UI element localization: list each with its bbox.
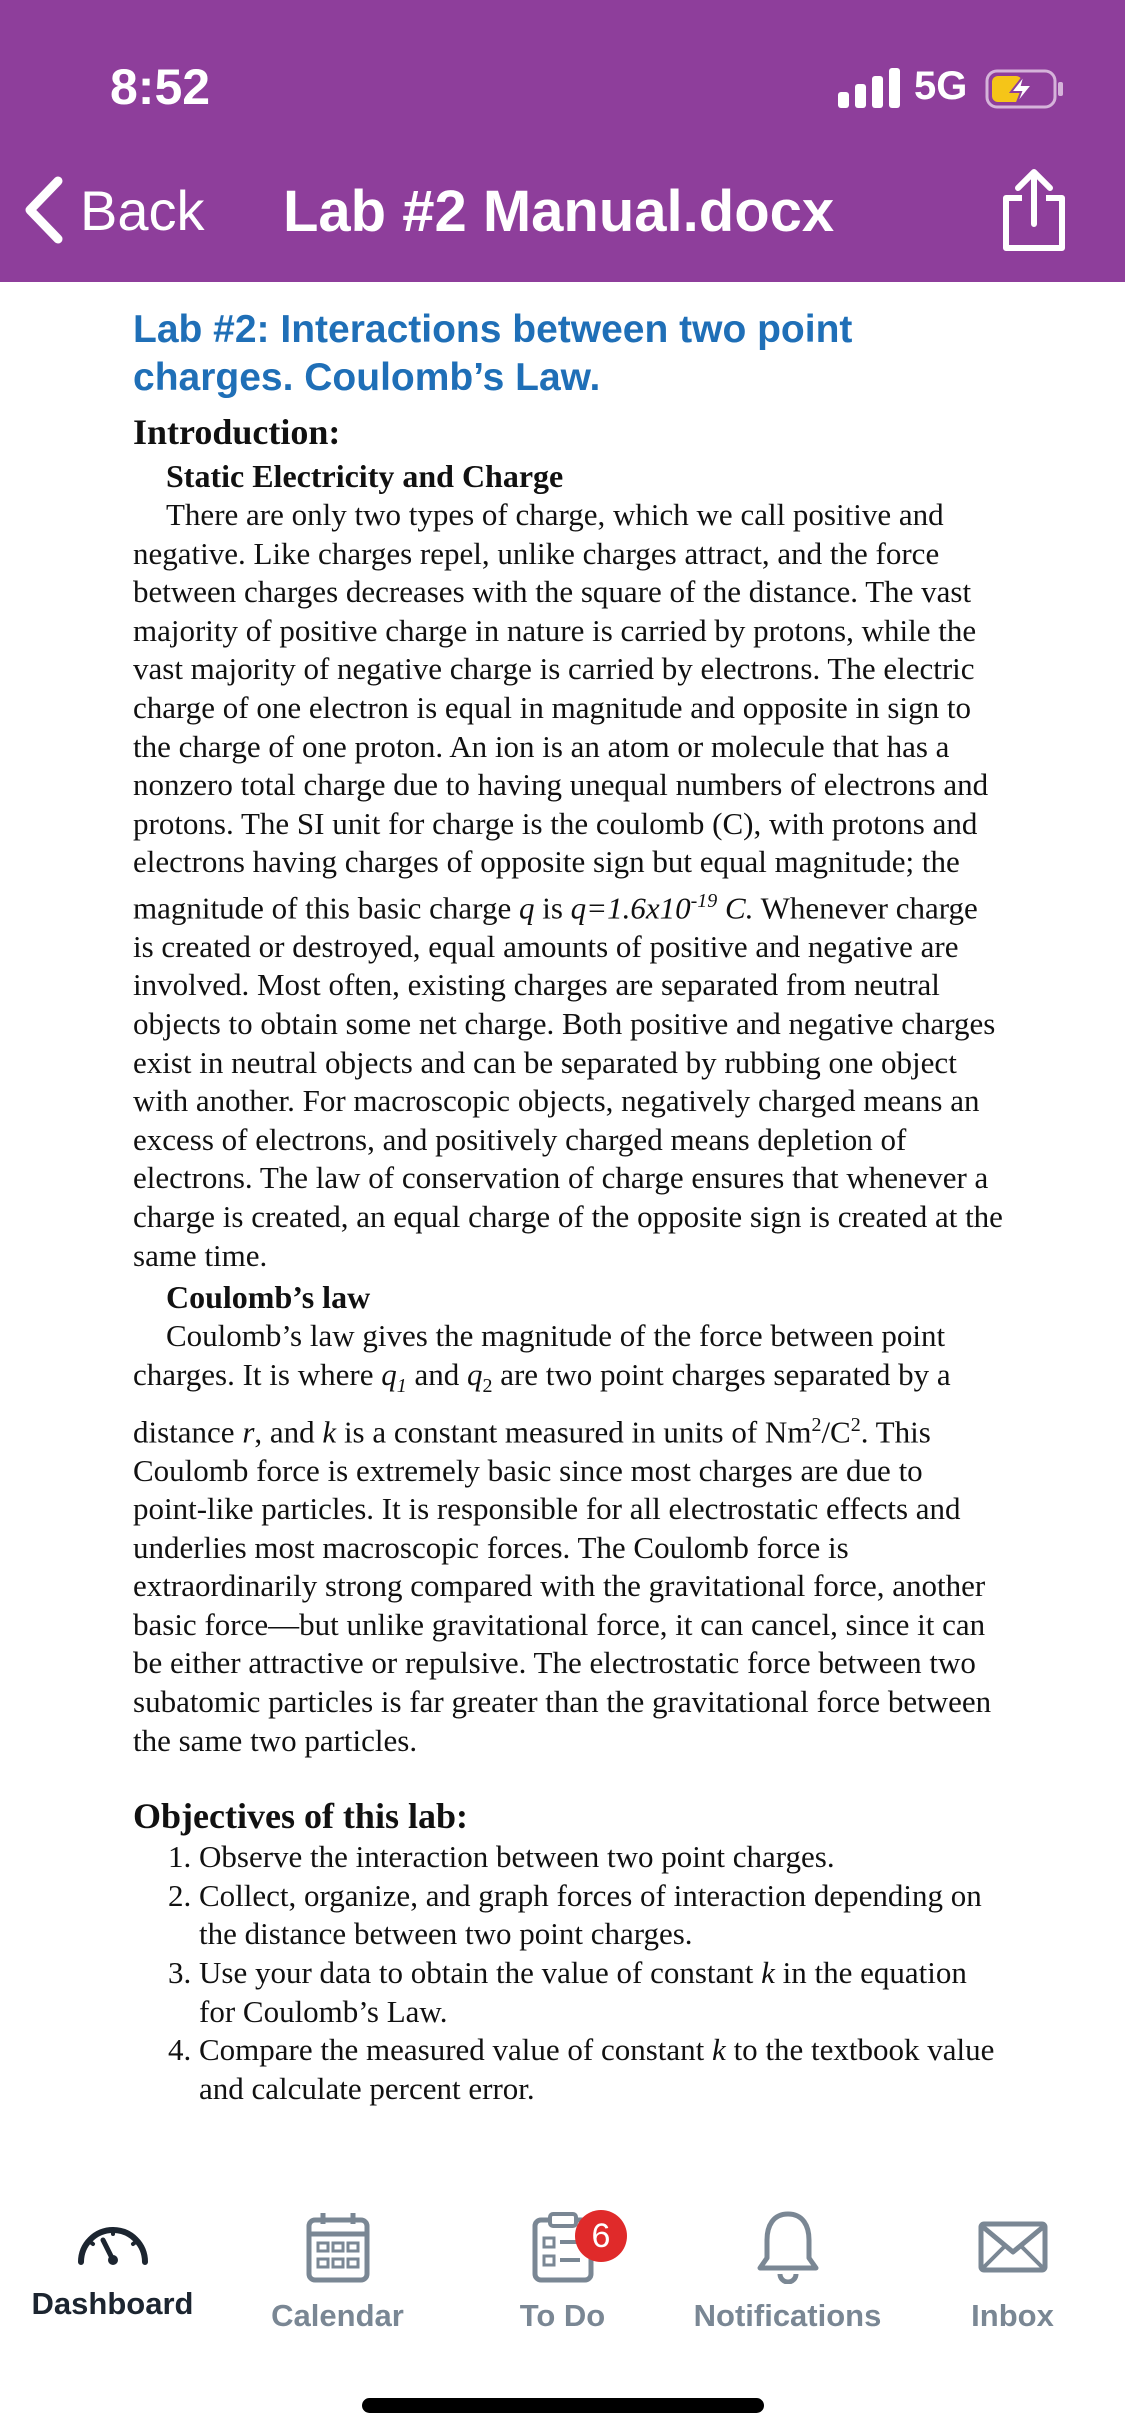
- text-run: is: [534, 890, 571, 926]
- text-run: are two point charges separated by a distance: [133, 1356, 951, 1449]
- coulombs-law-heading: Coulomb’s law: [166, 1279, 371, 1316]
- tab-notifications-label: Notifications: [693, 2298, 882, 2333]
- text-run: 1: [396, 1374, 407, 1397]
- text-run: . This Coulomb force is extremely basic since most charges are due to point-like particles. It is responsible for all electrostatic effects and underlies most macroscopic forces. The Coulomb force is extraordinarily strong compared with the gravitational force, another basic force—but unlike gravitational force, it can cancel, since it can be either attractive or repulsive. The electrostatic force between two subatomic particles is far greater than the gravitational force between the same two particles.: [133, 1413, 992, 1758]
- todo-badge: 6: [575, 2210, 627, 2262]
- document-body: [133, 306, 1003, 2108]
- tab-calendar-label: Calendar: [271, 2298, 404, 2333]
- battery-charging-icon: [985, 68, 1065, 110]
- static-electricity-paragraph: [133, 496, 1003, 1275]
- objectives-list: [133, 1838, 1003, 2108]
- text-run: -19: [690, 889, 718, 912]
- share-icon[interactable]: [996, 168, 1072, 254]
- text-run: and: [406, 1356, 467, 1392]
- lab-title: [133, 306, 1003, 402]
- back-button[interactable]: [22, 170, 205, 250]
- text-run: k: [322, 1413, 337, 1449]
- dashboard-gauge-icon: [73, 2210, 153, 2272]
- lab-title-line2: charges. Coulomb’s Law.: [133, 356, 601, 399]
- bell-icon: [755, 2210, 821, 2284]
- back-chevron-icon: [22, 175, 64, 245]
- tab-inbox-label: Inbox: [971, 2298, 1054, 2333]
- text-run: , and: [254, 1413, 323, 1449]
- lab-title-line1: Lab #2: Interactions between two point: [133, 308, 853, 351]
- text-run: Whenever charge is created or destroyed, equal amounts of positive and negative are involved. Most often, existing charges are separated from neutral objects to obtain some net charge. Both positive and negative charges exist in neutral objects and can be separated by rubbing one object with another. For macroscopic objects, negatively charged means an excess of electrons, and positively charged means depletion of electrons. The law of conservation of charge ensures that whenever a charge is created, an equal charge of the opposite sign is created at the same time.: [133, 890, 1003, 1273]
- text-run: q=1.6x10: [570, 890, 691, 926]
- objective-item: [199, 2031, 1003, 2108]
- tab-todo-label: To Do: [519, 2298, 606, 2333]
- text-run: 2: [850, 1413, 861, 1436]
- text-run: is a constant measured in units of Nm: [336, 1413, 812, 1449]
- text-run: in the equation for Coulomb’s Law.: [199, 1955, 967, 2029]
- text-run: C.: [717, 890, 754, 926]
- tab-notifications[interactable]: [675, 2210, 900, 2334]
- home-indicator[interactable]: [362, 2398, 764, 2413]
- coulombs-law-paragraph: [133, 1317, 1003, 1760]
- tab-calendar[interactable]: [225, 2210, 450, 2334]
- introduction-heading: Introduction:: [133, 412, 341, 452]
- text-run: Compare the measured value of constant: [199, 2032, 713, 2068]
- tab-inbox[interactable]: [900, 2210, 1125, 2334]
- text-run: q: [518, 890, 535, 926]
- tab-todo[interactable]: [450, 2210, 675, 2334]
- text-run: k: [761, 1955, 775, 1991]
- static-electricity-heading: Static Electricity and Charge: [166, 458, 564, 494]
- text-run: Use your data to obtain the value of constant: [199, 1955, 762, 1991]
- text-run: /C: [821, 1413, 851, 1449]
- text-run: Coulomb’s law gives the magnitude of the force between point charges. It is where: [133, 1318, 946, 1392]
- text-run: There are only two types of charge, which we call positive and negative. Like charges repel, unlike charges attract, and the force between charges decreases with the square of the distance. The vast majority of positive charge in nature is carried by protons, while the vast majority of negative charge is carried by electrons. The electric charge of one electron is equal in magnitude and opposite in sign to the charge of one proton. An ion is an atom or molecule that has a nonzero total charge due to having unequal numbers of electrons and protons. The SI unit for charge is the coulomb (C), with protons and electrons having charges of opposite sign but equal magnitude; the magnitude of this basic charge: [133, 497, 989, 926]
- calendar-icon: [305, 2210, 371, 2284]
- envelope-icon: [977, 2210, 1049, 2284]
- text-run: 2: [811, 1413, 822, 1436]
- text-run: q: [381, 1356, 397, 1392]
- text-run: q: [466, 1356, 483, 1392]
- objective-item: [199, 1954, 1003, 2031]
- text-run: k: [712, 2032, 726, 2068]
- text-run: to the textbook value and calculate percent error.: [199, 2032, 995, 2106]
- text-run: 2: [482, 1374, 493, 1397]
- signal-icon: [838, 68, 900, 108]
- tab-dashboard-label: Dashboard: [31, 2286, 194, 2321]
- back-label: Back: [80, 178, 205, 242]
- objectives-heading: Objectives of this lab:: [133, 1796, 468, 1837]
- status-time: 8:52: [110, 59, 211, 115]
- text-run: r: [242, 1413, 255, 1449]
- document-title: Lab #2 Manual.docx: [283, 179, 835, 244]
- objective-item: 1. Observe the interaction between two point charges.: [199, 1838, 1003, 1877]
- objective-item: 2. Collect, organize, and graph forces of interaction depending on the distance between two point charges.: [199, 1877, 1003, 1954]
- top-bar: [0, 0, 1125, 282]
- tab-dashboard[interactable]: [0, 2210, 225, 2322]
- network-label: 5G: [914, 64, 968, 108]
